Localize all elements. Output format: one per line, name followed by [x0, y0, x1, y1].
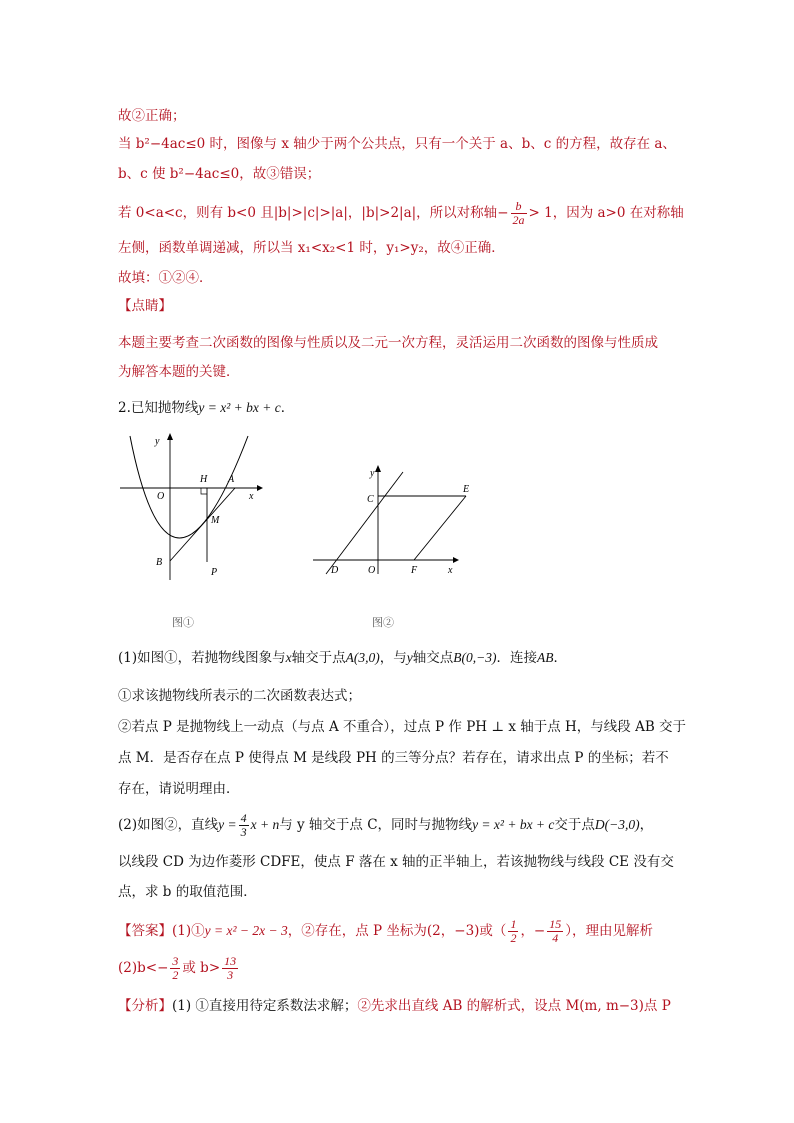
question-2-line-1: (2)如图②，直线y = $\frac{4}{3}$ x + n与 y 轴交于点 C，同时与抛物线y = x² + bx + c交于点D(−3,0)，: [118, 811, 654, 839]
fig1-label-x: x: [249, 491, 254, 502]
fig2-label-c: C: [367, 494, 374, 505]
fig2-label-y: y: [370, 468, 375, 479]
analysis-line: 【分析】(1) ①直接用待定系数法求解；②先求出直线 AB 的解析式，设点 M(m, m−3)点 P: [118, 998, 671, 1014]
text-line-9: 为解答本题的关键．: [118, 364, 240, 380]
figure-2-rhombus: [308, 462, 468, 580]
text-line-2: 当 b²−4ac≤0 时，图像与 x 轴少于两个公共点，只有一个关于 a、b、c 的方程，故存在 a、: [118, 136, 676, 152]
question-1-part-2-line-1: ②若点 P 是抛物线上一动点（与点 A 不重合），过点 P 作 PH ⊥ x 轴于点 H，与线段 AB 交于: [118, 719, 687, 735]
fig2-label-e: E: [463, 484, 470, 495]
fig1-label-b: B: [156, 557, 163, 568]
question-2-line-2: 以线段 CD 为边作菱形 CDFE，使点 F 落在 x 轴的正半轴上，若该抛物线与线段 CE 没有交: [118, 854, 674, 870]
analysis-tag: 【分析】: [118, 998, 172, 1014]
answer-line-2: (2)b<− $\frac{3}{2}$ 或 b> $\frac{13}{3}$: [118, 954, 237, 982]
fig1-label-h: H: [200, 474, 208, 485]
fig2-label-d: D: [331, 565, 339, 576]
question-1: (1)如图①，若抛物线图象与x轴交于点A(3,0)，与y轴交点B(0,−3)．连接AB．: [118, 650, 567, 666]
question-1-part-2-line-2: 点 M．是否存在点 P 使得点 M 是线段 PH 的三等分点？若存在，请求出点 P 的坐标；若不: [118, 750, 669, 766]
fig2-label-x: x: [448, 565, 453, 576]
text-line-3: b、c 使 b²−4ac≤0，故③错误；: [118, 166, 321, 182]
figure-1-caption: 图①: [172, 616, 194, 629]
text-line-4: 若 0<a<c，则有 b<0 且|b|>|c|>|a|，|b|>2|a|，所以对称轴− $\frac{b}{2a}$ > 1，因为 a>0 在对称轴: [118, 199, 684, 227]
figure-1-parabola: [115, 428, 265, 588]
fig1-label-m: M: [211, 515, 220, 526]
fig1-label-a: A: [228, 474, 235, 485]
figure-2-caption: 图②: [372, 616, 394, 629]
fig2-label-o: O: [368, 565, 376, 576]
text-line-5: 左侧，函数单调递减，所以当 x₁<x₂<1 时，y₁>y₂，故④正确．: [118, 240, 505, 256]
fig1-label-p: P: [211, 567, 218, 578]
text-line-8: 本题主要考查二次函数的图像与性质以及二元一次方程，灵活运用二次函数的图像与性质成: [118, 335, 658, 351]
fig1-label-o: O: [157, 491, 165, 502]
answer-line-1: 【答案】(1)①y = x² − 2x − 3，②存在，点 P 坐标为(2，−3)或（ $\frac{1}{2}$ ，− $\frac{15}{4}$ ），理由见解析: [118, 917, 653, 945]
question-1-part-2-line-3: 存在，请说明理由．: [118, 781, 240, 797]
question-1-part-1: ①求该抛物线所表示的二次函数表达式；: [118, 688, 361, 704]
section-tag-dianjing: 【点睛】: [118, 298, 172, 314]
fig1-label-y: y: [155, 436, 160, 447]
text-line-1: 故②正确；: [118, 108, 186, 124]
question-2-line-3: 点，求 b 的取值范围．: [118, 884, 257, 900]
text-line-6: 故填：①②④．: [118, 270, 213, 286]
problem-2-title: 2.已知抛物线y = x² + bx + c．: [118, 400, 295, 416]
fig2-label-f: F: [411, 565, 418, 576]
